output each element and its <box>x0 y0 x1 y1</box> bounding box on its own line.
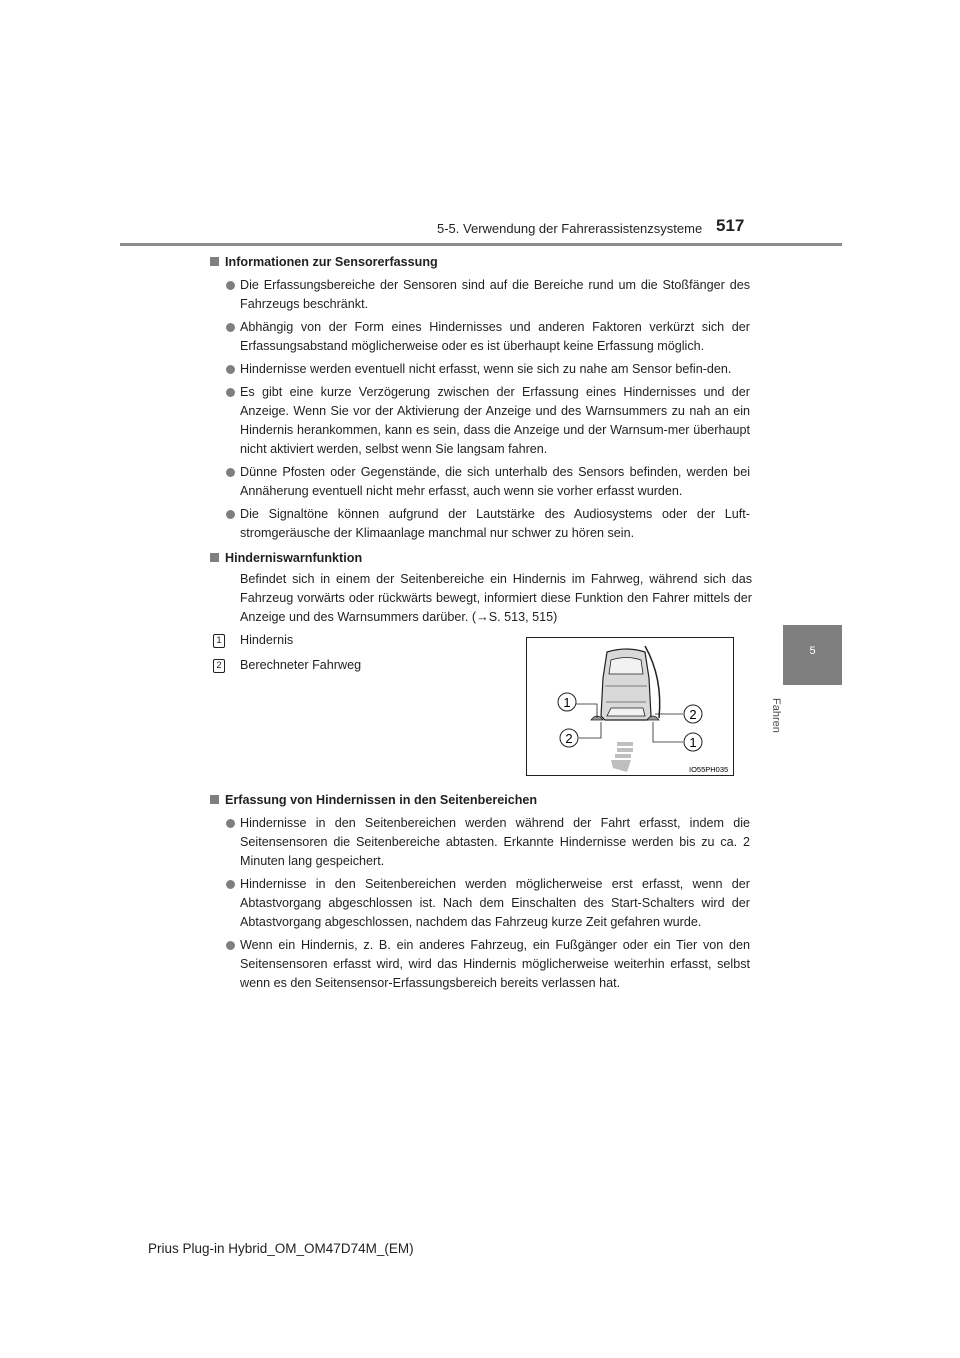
list-item: Es gibt eine kurze Verzögerung zwischen der Erfassung eines Hindernisses und der Anzeige. Wenn Sie vor der Aktivierung der Anzeige und des Warnsummers zu nah an ein Hindernis herankommen, kann es sein, dass die Anzeige und der Warnsum-mer überhaupt nicht aktiviert werden, selbst wenn Sie langsam fahren. <box>210 383 750 459</box>
list-item: Hindernisse in den Seitenbereichen werden möglicherweise erst erfasst, wenn der Abtastvorgang abgeschlossen ist. Nach dem Einschalten des Start-Schalters wird der Abtastvorgang abgeschlossen, nachdem das Fahrzeug kurze Zeit gefahren wurde. <box>210 875 750 932</box>
footer-doc-id: Prius Plug-in Hybrid_OM_OM47D74M_(EM) <box>148 1241 414 1256</box>
circle-bullet-icon <box>226 281 235 290</box>
circle-bullet-icon <box>226 941 235 950</box>
list-item: Die Signaltöne können aufgrund der Lautstärke des Audiosystems oder der Luft-stromgeräusche der Klimaanlage manchmal nur schwer zu hören sein. <box>210 505 750 543</box>
circle-bullet-icon <box>226 365 235 374</box>
callout-2: 2 <box>565 731 573 746</box>
square-bullet-icon <box>210 257 219 266</box>
section-heading: Erfassung von Hindernissen in den Seitenbereichen <box>210 791 750 810</box>
section-heading: Hinderniswarnfunktion <box>210 549 750 568</box>
figure-code: IO55PH035 <box>689 765 729 774</box>
section-paragraph: Befindet sich in einem der Seitenbereiche ein Hindernis im Fahrweg, während sich das Fahrzeug vorwärts oder rückwärts bewegt, informiert diese Funktion den Fahrer mittels der Anzeige und des Warnsummers darüber. (→S. 513, 515) <box>240 572 752 624</box>
callout-1: 1 <box>563 695 571 710</box>
section-heading: Informationen zur Sensorerfassung <box>210 253 750 272</box>
page-number: 517 <box>716 216 745 235</box>
chapter-label: Fahren <box>770 698 782 733</box>
square-bullet-icon <box>210 795 219 804</box>
chapter-tab <box>783 625 842 685</box>
list-item: Dünne Pfosten oder Gegenstände, die sich unterhalb des Sensors befinden, werden bei Annäherung eventuell nicht mehr erfasst, auch wenn sie vorher erfasst wurden. <box>210 463 750 501</box>
car-top-view-illustration <box>527 638 733 775</box>
callout-2: 2 <box>689 707 697 722</box>
main-content <box>210 253 750 627</box>
list-item: Die Erfassungsbereiche der Sensoren sind auf die Bereiche rund um die Stoßfänger des Fahrzeugs beschränkt. <box>210 276 750 314</box>
running-header: 5-5. Verwendung der Fahrerassistenzsysteme <box>437 221 703 236</box>
list-item: Hindernisse in den Seitenbereichen werden während der Fahrt erfasst, indem die Seitensensoren die Seitenbereiche abtasten. Erkannte Hindernisse werden bis zu ca. 2 Minuten lang gespeichert. <box>210 814 750 871</box>
legend-label: Hindernis <box>240 633 294 647</box>
square-bullet-icon <box>210 553 219 562</box>
circle-bullet-icon <box>226 468 235 477</box>
circle-bullet-icon <box>226 819 235 828</box>
list-item: Abhängig von der Form eines Hindernisses und anderen Faktoren verkürzt sich der Erfassungsabstand möglicherweise oder es ist überhaupt keine Erfassung möglich. <box>210 318 750 356</box>
callout-1: 1 <box>689 735 697 750</box>
circle-bullet-icon <box>226 388 235 397</box>
main-content-continued <box>210 791 750 993</box>
legend-label: Berechneter Fahrweg <box>240 658 362 672</box>
callout-number-2: 2 <box>213 659 225 673</box>
header-rule <box>120 243 842 246</box>
circle-bullet-icon <box>226 880 235 889</box>
chapter-number: 5 <box>809 645 816 657</box>
callout-number-1: 1 <box>213 634 225 648</box>
list-item: Wenn ein Hindernis, z. B. ein anderes Fahrzeug, ein Fußgänger oder ein Tier von den Seitensensoren erfasst wird, wird das Hindernis möglicherweise weiterhin erfasst, selbst wenn es den Seitensensor-Erfassungsbereich bereits verlassen hat. <box>210 936 750 993</box>
sensor-figure <box>526 637 734 776</box>
list-item: Hindernisse werden eventuell nicht erfasst, wenn sie sich zu nahe am Sensor befin-den. <box>210 360 750 379</box>
circle-bullet-icon <box>226 323 235 332</box>
circle-bullet-icon <box>226 510 235 519</box>
